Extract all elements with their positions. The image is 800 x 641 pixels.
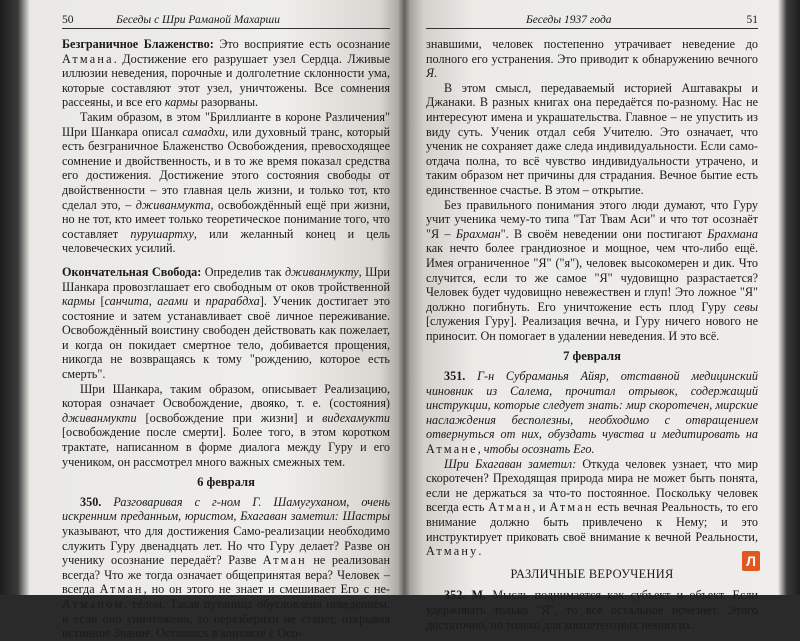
running-head-title-right: Беседы 1937 года: [526, 14, 612, 26]
left-edge-shadow: [0, 0, 30, 595]
right-edge-shadow: [778, 0, 800, 595]
left-page-text: Безграничное Блаженство: Это восприятие есть осознание Атмана. Достижение его разрушает узел Сердца. Лживые иллюзии неведения, порочные и долголетние склонности ума, которые составляют этот узел, уничтожены. Все сомнения рассеяны, и все его кармы разорваны. Таким образом, в этом "Бриллианте в короне Различения" Шри Шанкара описал самадхи, или духовный транс, который есть безграничное Блаженство Освобождения, превосходящее сомнение и двойственность, и в то же время показал средства его достижения. Достижение этого состояния свободы от двойственности – это главная цель жизни, и только тот, кто сделал это, – дживанмукта, освобождённый ещё при жизни, но не тот, кто имеет только теоретическое понимание того, что составляет пурушартху, или желанный конец и цель человеческих усилий. Окончательная Свобода: Определив так дживанмукту, Шри Шанкара провозглашает его свободным от оков тройственной кармы [санчита, агами и прарабдха]. Ученик достигает это состояние и затем устанавливает своё личное переживание. Освобождённый воистину свободен действовать как пожелает, и когда он покидает смертное тело, добивается прощения, никогда не возвращаясь к тому "рождению, которое есть смерть". Шри Шанкара, таким образом, описывает Реализацию, которая означает Освобождение, двояко, т. е. (состояния) дживанмукти [освобождение при жизни] и видехамукти [освобождение после смерти]. Более того, в этом коротком трактате, написанном в форме диалога между Гуру и его учеником, он рассмотрел много важных смежных тем. 6 февраля 350. Разговаривая с г-ном Г. Шамугуханом, очень искренним преданным, юристом, Бхагаван заметил: Шастры указывают, что для достижения Само-реализации необходимо служить Гуру двенадцать лет. Но что Гуру делает? Разве он ученику осознание передаёт? Разве Атман не реализован всегда? Что же тогда означает общепринятая вера? Человек – всегда Атман, но он этого не знает и смешивает Его с не-Атманом, телом. Такая путаница обусловлена неведением, и если оно уничтожено, то неразберихи не станет, открывая истинное Знание. Оставаясь в контакте с Осо-: [62, 37, 390, 641]
running-head-title-left: Беседы с Шри Раманой Махарши: [116, 14, 280, 26]
book-gutter: [398, 0, 410, 595]
publisher-logo-icon: Л: [742, 551, 760, 571]
right-page-text: знавшими, человек постепенно утрачивает неведение до полного его устранения. Это приводит к обнаружению вечного Я. В этом смысл, передаваемый историей Аштавакры и Джанаки. В разных книгах она передаётся по-разному. Нас не интересуют имена и украшательства. Главное – не упустить из виду суть. Ученик отдал себя Учителю. Это означает, что ученик не сохраняет даже следа индивидуальности. Если само-отдача полна, то всё чувство индивидуальности утрачено, и таким образом нет причины для страдания. Вечное бытие есть единственное счастье. В этом – открытие. Без правильного понимания этого люди думают, что Гуру учит ученика чему-то типа "Тат Твам Аси" и что тот осознаёт "Я – Брахман". В своём неведении они постигают Брахмана как нечто более грандиозное и мощное, чем что-либо ещё. Имея ограниченное "Я" ("я"), человек высокомерен и дик. Что случится, если то же самое "Я" чудовищно разрастается? Человек будет чудовищно невежествен и глуп! Это ложное "Я" должно погибнуть. Его уничтожение есть плод Гуру севы [служения Гуру]. Реализация вечна, и Гуру ничего нового не приносит. Он помогает в удалении неведения. И это всё. 7 февраля 351. Г-н Субраманья Айяр, отставной медицинский чиновник из Салема, прочитал отрывок, содержащий инструкции, которые следует знать: мир скоротечен, мирские наслаждения бесполезны, необходимо с отвращением отвернуться от них, обуздать чувства и медитировать на Атмане, чтобы осознать Его. Шри Бхагаван заметил: Откуда человек узнает, что мир скоротечен? Преходящая природа мира не может быть понята, если не держаться за что-то постоянное. Поскольку человек всегда есть Атман, и Атман есть вечная Реальность, то его внимание должно быть привлечено к Нему; и это инструктирует приковать своё внимание к вечной Реальности, Атману. РАЗЛИЧНЫЕ ВЕРОУЧЕНИЯ 352. М. Мысль поднимается как субъект и объект. Если удерживать только "Я", то всё остальное исчезнет. Этого достаточно, но только для компетентных немногих.: [426, 37, 759, 632]
running-head-right: [426, 14, 758, 29]
right-page: [404, 0, 800, 632]
page-number-left: 50: [62, 14, 74, 26]
page-number-right: 51: [746, 14, 758, 26]
running-head-left: [62, 14, 390, 29]
